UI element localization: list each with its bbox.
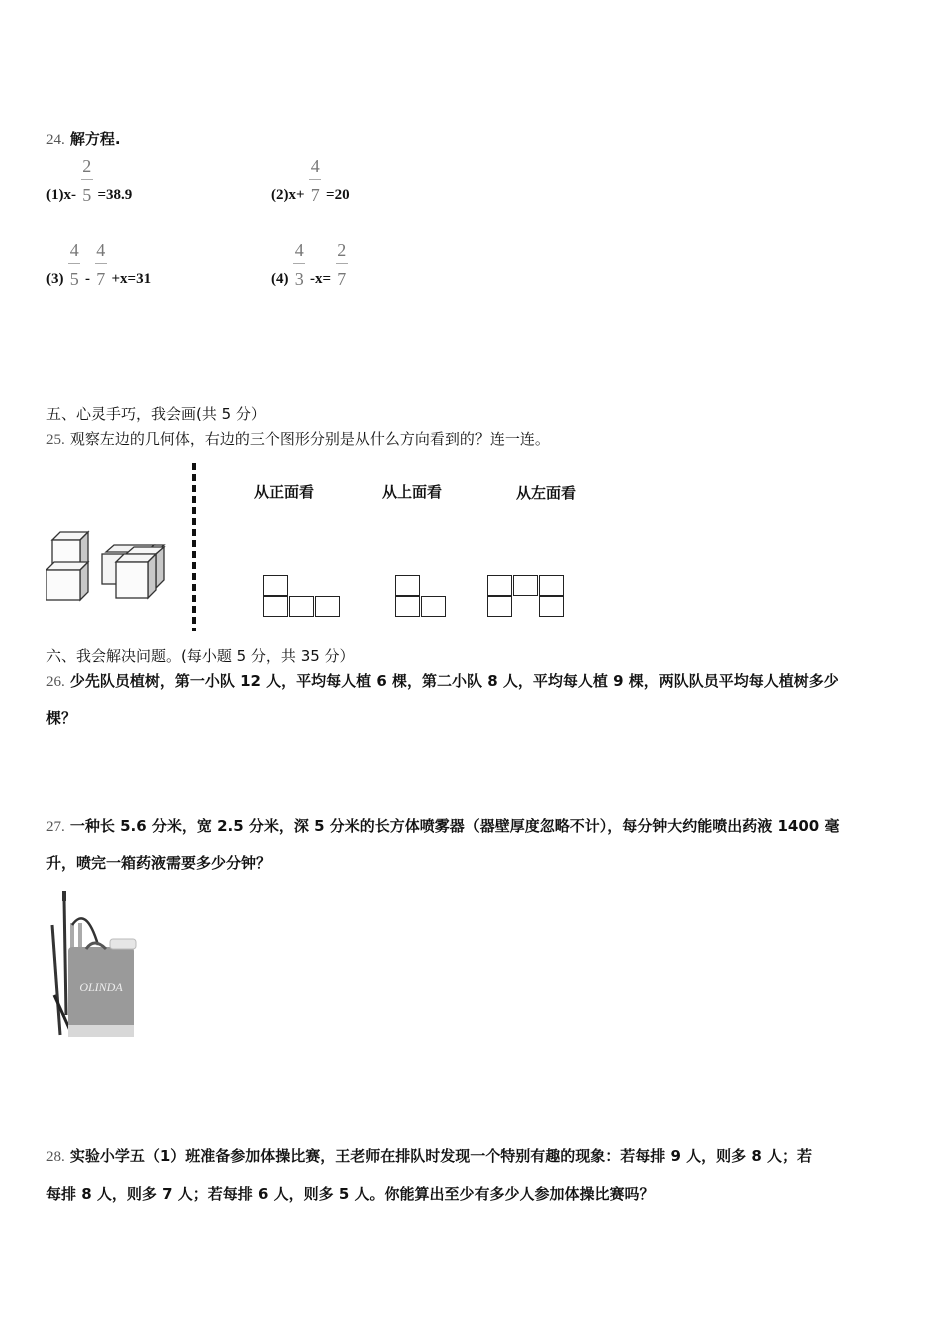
question-24-heading: [46, 128, 121, 149]
question-25-text: [46, 428, 550, 449]
grid-cell: [395, 596, 420, 617]
sprayer-image: [46, 885, 146, 1045]
fraction-bar: [293, 263, 305, 264]
equation-label: (1)x-: [46, 187, 76, 203]
question-27-line-2: 升，喷完一箱药液需要多少分钟？: [46, 854, 272, 872]
question-27-line-1: [46, 815, 839, 836]
dashed-divider: [192, 463, 196, 631]
numerator: 2: [82, 156, 92, 176]
denominator: 7: [337, 269, 347, 289]
equation-rest: =20: [326, 187, 350, 203]
fraction: [292, 240, 306, 289]
denominator: 5: [82, 185, 92, 205]
question-number: 28.: [46, 1149, 65, 1165]
equation-rest: =38.9: [97, 187, 133, 203]
equation-1: [46, 156, 133, 205]
equation-4: [271, 240, 349, 289]
grid-cell: [539, 575, 564, 596]
denominator: 3: [294, 269, 304, 289]
equation-label: (3): [46, 271, 64, 287]
question-28-line-2: 每排 8 人，则多 7 人；若每排 6 人，则多 5 人。你能算出至少有多少人参加体操比赛吗？: [46, 1185, 655, 1203]
fraction-bar: [95, 263, 107, 264]
question-number: 25.: [46, 432, 65, 448]
fraction-bar: [336, 263, 348, 264]
fraction-bar: [309, 179, 321, 180]
question-number: 24.: [46, 132, 65, 148]
grid-cell: [487, 575, 512, 596]
numerator: 2: [337, 240, 347, 260]
operator: -x=: [310, 271, 332, 287]
grid-cell: [421, 596, 446, 617]
section-5-title: 五、心灵手巧，我会画(共 5 分）: [46, 405, 266, 423]
question-number: 27.: [46, 819, 65, 835]
question-body: 少先队员植树，第一小队 12 人，平均每人植 6 棵，第二小队 8 人，平均每人植 9 棵，两队队员平均每人植树多少: [69, 672, 839, 690]
view-label-front: 从正面看: [254, 483, 315, 501]
equation-label: (4): [271, 271, 289, 287]
fraction: [94, 240, 108, 289]
denominator: 7: [96, 269, 106, 289]
numerator: 4: [69, 240, 79, 260]
question-number: 26.: [46, 674, 65, 690]
view-label-top: 从上面看: [382, 483, 443, 501]
question-title: 解方程.: [69, 130, 121, 148]
equation-rest: +x=31: [111, 271, 152, 287]
fraction-bar: [81, 179, 93, 180]
question-body: 实验小学五（1）班准备参加体操比赛，王老师在排队时发现一个特别有趣的现象：若每排 9 人，则多 8 人；若: [69, 1147, 813, 1165]
grid-cell: [539, 596, 564, 617]
view-shape-2: [395, 575, 449, 619]
view-shape-1: [263, 575, 343, 619]
fraction: [67, 240, 81, 289]
question-28-line-1: [46, 1145, 812, 1166]
numerator: 4: [294, 240, 304, 260]
grid-cell: [289, 596, 314, 617]
question-body: 一种长 5.6 分米，宽 2.5 分米，深 5 分米的长方体喷雾器（器壁厚度忽略不计），每分钟大约能喷出药液 1400 毫: [69, 817, 840, 835]
grid-cell: [315, 596, 340, 617]
equation-3: [46, 240, 152, 289]
fraction-bar: [68, 263, 80, 264]
fraction: [308, 156, 322, 205]
cube-stack-figure: [46, 528, 172, 604]
sprayer-brand: OLINDA: [79, 980, 123, 994]
question-body: 观察左边的几何体，右边的三个图形分别是从什么方向看到的？连一连。: [69, 430, 550, 448]
view-shape-3: [487, 575, 567, 619]
grid-cell: [513, 575, 538, 596]
denominator: 7: [310, 185, 320, 205]
section-6-title: 六、我会解决问题。(每小题 5 分，共 35 分）: [46, 647, 355, 665]
grid-cell: [263, 596, 288, 617]
operator: -: [85, 271, 90, 287]
view-label-left: 从左面看: [516, 484, 577, 502]
fraction: [335, 240, 349, 289]
equation-label: (2)x+: [271, 187, 305, 203]
denominator: 5: [69, 269, 79, 289]
grid-cell: [487, 596, 512, 617]
equation-2: [271, 156, 350, 205]
grid-cell: [263, 575, 288, 596]
fraction: [80, 156, 94, 205]
numerator: 4: [310, 156, 320, 176]
numerator: 4: [96, 240, 106, 260]
question-26-line-1: [46, 670, 839, 691]
grid-cell: [395, 575, 420, 596]
question-26-line-2: 棵？: [46, 709, 77, 727]
